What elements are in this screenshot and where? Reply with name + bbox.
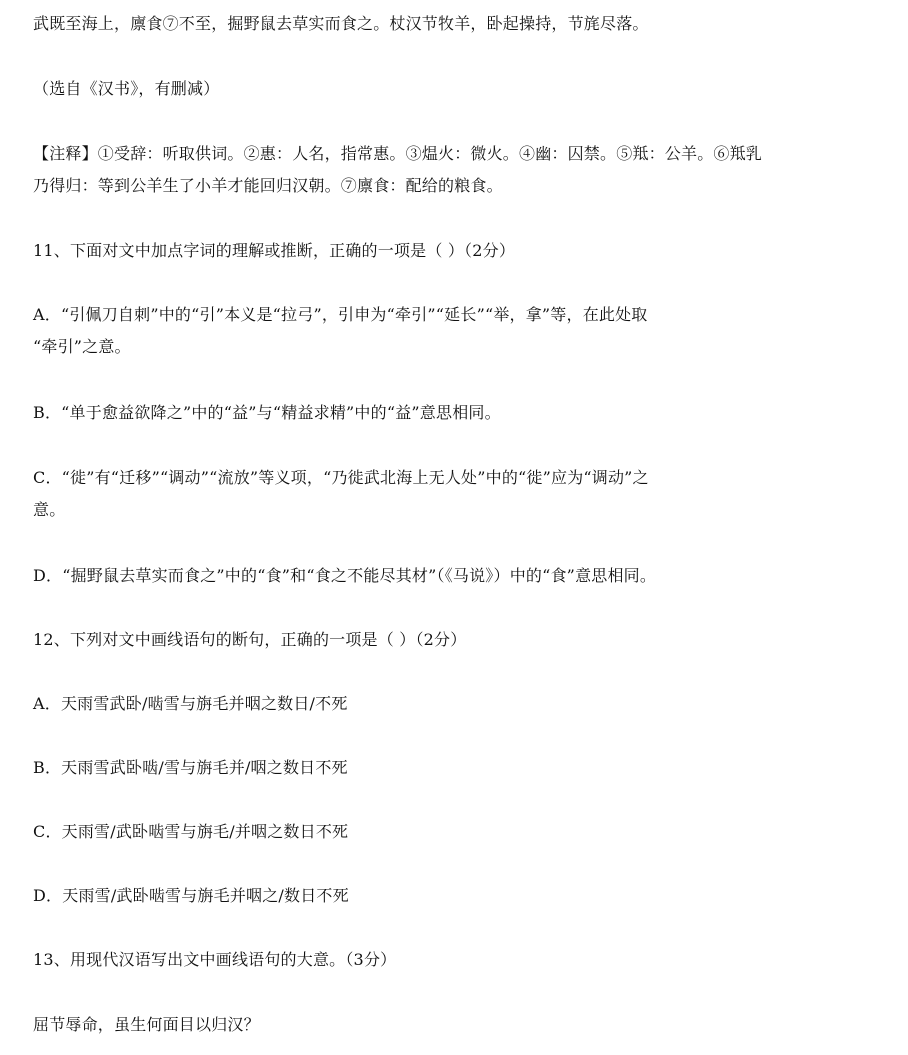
passage-text: 武既至海上，廪食⑦不至，掘野鼠去草实而食之。杖汉节牧羊，卧起操持，节旄尽落。 — [33, 14, 649, 33]
q12-option-a-text: A．天雨雪武卧/啮雪与旃毛并咽之数日/不死 — [33, 694, 348, 713]
q11-option-a-line-2: “牵引”之意。 — [33, 337, 131, 356]
q12-option-c-text: C．天雨雪/武卧啮雪与旃毛/并咽之数日不死 — [33, 822, 349, 841]
q13-stem-text: 13、用现代汉语写出文中画线语句的大意。（3分） — [33, 950, 397, 969]
passage-last-line — [33, 8, 883, 40]
q12-option-b-text: B．天雨雪武卧啮/雪与旃毛并/咽之数日不死 — [33, 758, 348, 777]
q12-option-d-text: D．天雨雪/武卧啮雪与旃毛并咽之/数日不死 — [33, 886, 349, 905]
q11-option-b-text: B．“单于愈益欲降之”中的“益”与“精益求精”中的“益”意思相同。 — [33, 403, 501, 422]
q12-option-c — [33, 816, 883, 848]
q11-option-d-text: D．“掘野鼠去草实而食之”中的“食”和“食之不能尽其材”（《马说》）中的“食”意思相同。 — [33, 566, 657, 585]
q12-option-b — [33, 752, 883, 784]
question-13-stem — [33, 944, 883, 976]
q11-option-c — [33, 462, 883, 526]
q13-sentence — [33, 1009, 883, 1041]
q11-stem-text: 11、下面对文中加点字词的理解或推断，正确的一项是（ ）（2分） — [33, 241, 516, 260]
q13-sentence-text: 屈节辱命，虽生何面目以归汉？ — [33, 1015, 260, 1034]
notes-line-1: 【注释】①受辞：听取供词。②惠：人名，指常惠。③煴火：微火。④幽：囚禁。⑤羝：公羊。⑥羝乳 — [33, 144, 763, 163]
q12-stem-text: 12、下列对文中画线语句的断句，正确的一项是（ ）（2分） — [33, 630, 467, 649]
q11-option-c-line-1: C．“徙”有“迁移”“调动”“流放”等义项，“乃徙武北海上无人处”中的“徙”应为“调动”之 — [33, 468, 649, 487]
source-citation — [33, 73, 883, 105]
q11-option-a — [33, 299, 883, 363]
q11-option-a-line-1: A．“引佩刀自刺”中的“引”本义是“拉弓”，引申为“牵引”“延长”“举，拿”等，在此处取 — [33, 305, 648, 324]
q12-option-a — [33, 688, 883, 720]
annotation-notes — [33, 138, 883, 202]
q11-option-b — [33, 397, 883, 429]
q11-option-d — [33, 560, 883, 592]
q12-option-d — [33, 880, 883, 912]
notes-line-2: 乃得归：等到公羊生了小羊才能回归汉朝。⑦廪食：配给的粮食。 — [33, 176, 503, 195]
question-12-stem — [33, 624, 883, 656]
q11-option-c-line-2: 意。 — [33, 500, 66, 519]
question-11-stem — [33, 235, 883, 267]
source-text: （选自《汉书》，有删减） — [33, 79, 220, 98]
